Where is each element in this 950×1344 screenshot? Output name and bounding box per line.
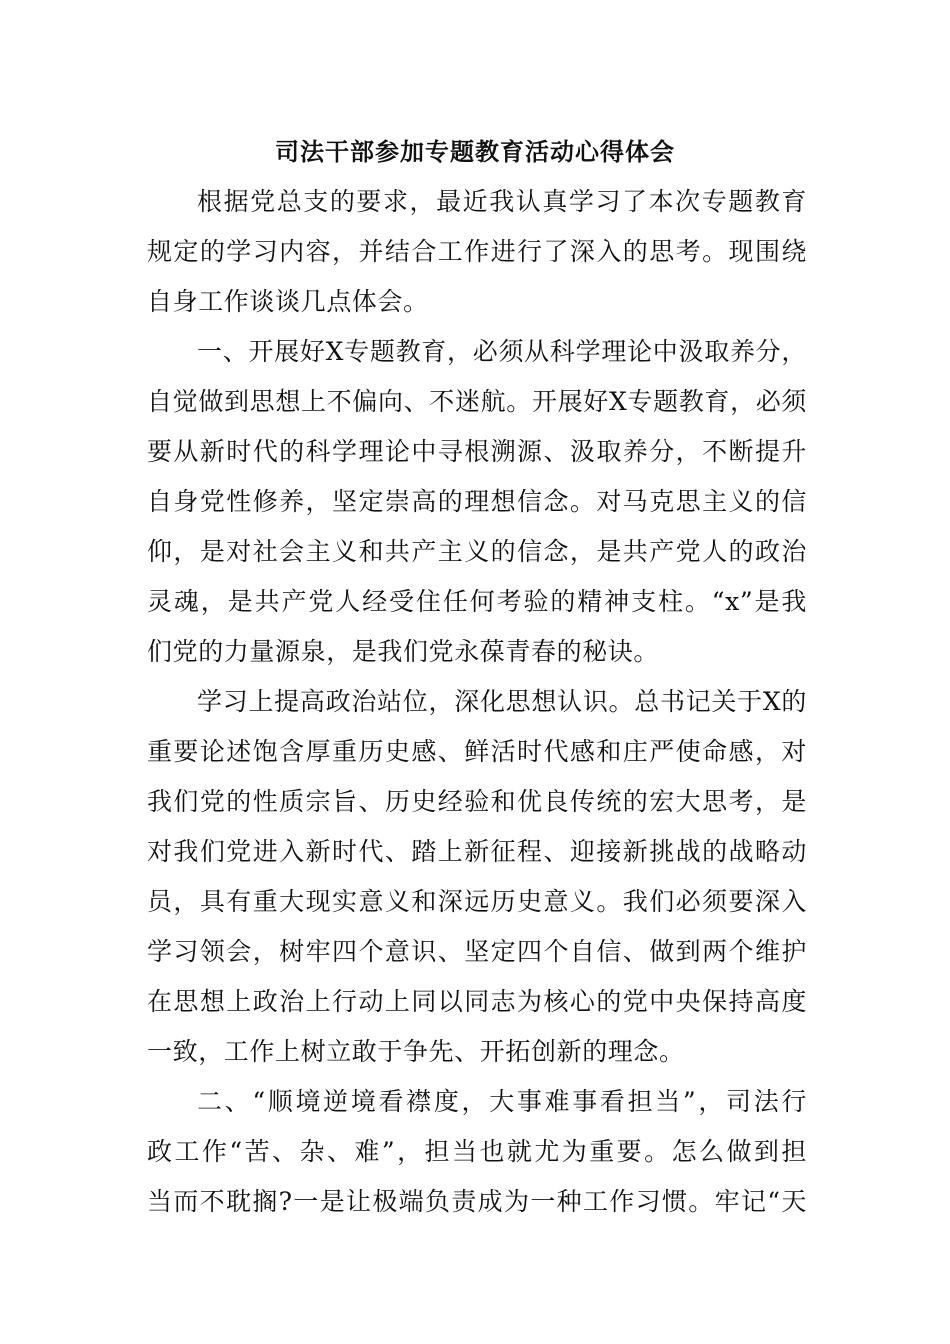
text-line: 政工作“苦、杂、难”，担当也就尤为重要。怎么做到担 (147, 1137, 807, 1166)
text-line: 规定的学习内容，并结合工作进行了深入的思考。现围绕 (147, 237, 807, 266)
text-line: 自身党性修养，坚定崇高的理想信念。对马克思主义的信 (147, 487, 807, 516)
text-line: 要从新时代的科学理论中寻根溯源、汲取养分，不断提升 (147, 437, 807, 466)
text-line: 当而不耽搁?一是让极端负责成为一种工作习惯。牢记“天 (147, 1187, 807, 1216)
text-line: 学习领会，树牢四个意识、坚定四个自信、做到两个维护 (147, 937, 807, 966)
text-line: 一致，工作上树立敢于争先、开拓创新的理念。 (147, 1037, 685, 1066)
paragraph-intro (147, 177, 807, 327)
text-line: 在思想上政治上行动上同以同志为核心的党中央保持高度 (147, 987, 807, 1016)
text-line: 员，具有重大现实意义和深远历史意义。我们必须要深入 (147, 887, 807, 916)
document-body (147, 177, 807, 1227)
text-line: 二、“顺境逆境看襟度，大事难事看担当”，司法行 (197, 1087, 807, 1116)
text-line: 自觉做到思想上不偏向、不迷航。开展好X专题教育，必须 (147, 387, 807, 416)
text-line: 对我们党进入新时代、踏上新征程、迎接新挑战的战略动 (147, 837, 807, 866)
text-line: 重要论述饱含厚重历史感、鲜活时代感和庄严使命感，对 (147, 737, 807, 766)
paragraph-section-one (147, 327, 807, 677)
paragraph-section-two (147, 1077, 807, 1227)
text-line: 们党的力量源泉，是我们党永葆青春的秘诀。 (147, 637, 660, 666)
text-line: 我们党的性质宗旨、历史经验和优良传统的宏大思考，是 (147, 787, 807, 816)
text-line: 根据党总支的要求，最近我认真学习了本次专题教育 (197, 187, 807, 216)
text-line: 仰，是对社会主义和共产主义的信念，是共产党人的政治 (147, 537, 807, 566)
text-line: 自身工作谈谈几点体会。 (147, 287, 429, 316)
text-line: 一、开展好X专题教育，必须从科学理论中汲取养分， (197, 337, 807, 366)
text-line: 学习上提高政治站位，深化思想认识。总书记关于X的 (197, 687, 807, 716)
paragraph-study (147, 677, 807, 1077)
document-title: 司法干部参加专题教育活动心得体会 (275, 137, 675, 166)
text-line: 灵魂，是共产党人经受住任何考验的精神支柱。“x”是我 (147, 587, 807, 616)
